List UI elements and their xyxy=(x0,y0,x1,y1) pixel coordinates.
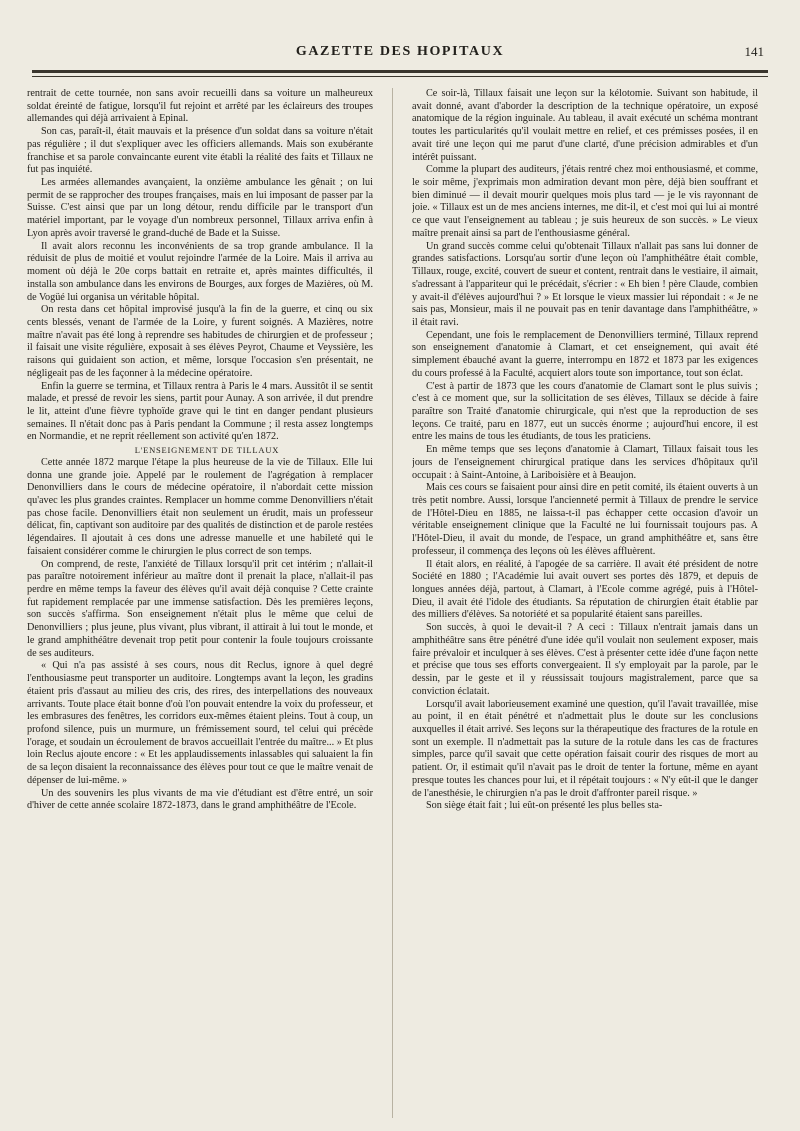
journal-title: GAZETTE DES HOPITAUX xyxy=(295,44,505,59)
paragraph: Il était alors, en réalité, à l'apogée de sa carrière. Il avait été président de notre Société en 1880 ; l'Académie lui avait ouvert ses portes dès 1879, et depuis de longues années déjà, partout, à Clamart, à l'Ecole comme agrégé, puis à l'Hôtel-Dieu, il avait été l'idole des étudiants. Sa réputation de chirurgien était établie par des milliers d'élèves. Sa notoriété et sa popularité étaient sans pareilles. xyxy=(412,558,758,621)
paragraph: Un grand succès comme celui qu'obtenait Tillaux n'allait pas sans lui donner de grandes satisfactions. Lorsqu'au sortir d'une leçon où l'amphithéâtre était comble, Tillaux, rouge, excité, couvert de sueur et content, rentrait dans le vestiaire, il aimait, s'adressant à l'appariteur qui le précédait, s'écrier : « Eh bien ! père Claude, combien y avait-il d'élèves aujourd'hui ? » Et lorsque le vieux massier lui répondait : « Je ne sais pas, Monsieur, mais il ne pouvait pas en tenir davantage dans l'amphithéâtre, » il était ravi. xyxy=(412,240,758,328)
paragraph: Un des souvenirs les plus vivants de ma vie d'étudiant est d'être entré, un soir d'hiver de cette année scolaire 1872-1873, dans le grand amphithéâtre de l'Ecole. xyxy=(27,787,373,812)
paragraph: Mais ces cours se faisaient pour ainsi dire en petit comité, ils étaient ouverts à un très petit nombre. Aussi, lorsque l'ancienneté permit à Tillaux de prendre le service de l'Hôtel-Dieu en 1885, ne laissa-t-il pas échapper cette occasion d'avoir un véritable enseignement clinique que la Faculté ne lui fournissait toujours pas. A l'Hôtel-Dieu, il avait du monde, de l'espace, un grand amphithéâtre et, sans être professeur, il commença des leçons où les élèves affluèrent. xyxy=(412,482,758,557)
paragraph: Cependant, une fois le remplacement de Denonvilliers terminé, Tillaux reprend son enseignement d'anatomie à Clamart, et cet enseignement, qui avait été simplement ébauché avant la guerre, interrompu en 1872 et 1873 par les exigences du cours professé à la Faculté, acquiert alors toute son importance, tout son éclat. xyxy=(412,329,758,379)
paragraph: rentrait de cette tournée, non sans avoir recueilli dans sa voiture un malheureux soldat éreinté de fatigue, lorsqu'il fut rejoint et arrêté par les éclaireurs des troupes allemandes qui déjà arrivaient à Epinal. xyxy=(27,88,373,125)
paragraph: En même temps que ses leçons d'anatomie à Clamart, Tillaux faisait tous les jours de l'enseignement chirurgical pratique dans les services d'hôpitaux qu'il occupait : à Saint-Antoine, à Lariboisière et à Beaujon. xyxy=(412,444,758,481)
paragraph: Son siège était fait ; lui eût-on présenté les plus belles sta- xyxy=(426,800,663,812)
page-number: 141 xyxy=(744,44,764,59)
paragraph: Ce soir-là, Tillaux faisait une leçon sur la kélotomie. Suivant son habitude, il avait donné, avant d'aborder la description de la technique opératoire, un exposé anatomique de la région inguinale. Au tableau, il avait exécuté un schéma montrant toutes les particularités qu'il voulait mettre en relief, et ces prémisses posées, il en avait tiré une leçon qui me parut d'une clarté, d'une précision admirables et d'un intérêt puissant. xyxy=(412,88,758,163)
paragraph: On resta dans cet hôpital improvisé jusqu'à la fin de la guerre, et cinq ou six cents blessés, venant de l'armée de la Loire, y furent soignés. A Mazières, notre maître n'avait pas été long à reprendre ses habitudes de chirurgien et de professeur ; il faisait une visite régulière, exposait à ses élèves Peyrot, Chaume et Veyssière, les raisons qui guidaient son action, et même, lorsque l'occasion s'en présentait, ne négligeait pas de les façonner à la médecine opératoire. xyxy=(27,304,373,379)
paragraph: C'est à partir de 1873 que les cours d'anatomie de Clamart sont le plus suivis ; c'est à ce moment que, sur la sollicitation de ses élèves, Tillaux se décide à faire paraître son Traité d'anatomie chirurgicale, qui n'est que la reproduction de ses leçons. Ce traité, paru en 1877, eut un succès énorme ; aujourd'hui encore, il est entre les mains de tous les étudiants, de tous les praticiens. xyxy=(412,380,758,443)
header-rule-thick xyxy=(32,70,768,73)
paragraph: Comme la plupart des auditeurs, j'étais rentré chez moi enthousiasmé, et comme, le soir même, j'exprimais mon admiration devant mon père, déjà bien souffrant et bien diminué — il devait mourir quelques mois plus tard — je le vis rayonnant de joie. « Tillaux est un de mes anciens internes, me dit-il, et c'est moi qui lui ai montré ce que vaut l'enseignement au tableau ; je suis heureux de son succès. » Le vieux maître prenait ainsi sa part de l'enthousiasme général. xyxy=(412,164,758,239)
paragraph: Son succès, à quoi le devait-il ? A ceci : Tillaux n'entrait jamais dans un amphithéâtre sans être pénétré d'une idée qu'il voulait non seulement exposer, mais faire prévaloir et inculquer à ses élèves. C'est à présenter cette idée d'une façon nette et précise que tous ses efforts convergeaient. Il s'y employait par la parole, par le dessin, par le geste et il y réussissait toujours magistralement, parce que sa conviction éclatait. xyxy=(412,622,758,697)
page-header xyxy=(0,44,800,68)
paragraph: Enfin la guerre se termina, et Tillaux rentra à Paris le 4 mars. Aussitôt il se sentit malade, et pressé de revoir les siens, partit pour Aunay. A son arrivée, il dut prendre le lit, atteint d'une fièvre typhoïde grave qui le tint en danger pendant plusieurs semaines. Il n'était donc pas à Paris pendant la Commune ; il resta assez longtemps en Normandie, et ne reprit réellement son activité qu'en 1872. xyxy=(27,380,373,443)
paragraph: Cette année 1872 marque l'étape la plus heureuse de la vie de Tillaux. Elle lui donna une grande joie. Appelé par le roulement de l'agrégation à remplacer Denonvilliers dans le cours de médecine opératoire, il n'abordait cette mission qu'avec les plus grandes craintes. Remplacer un homme comme Denonvilliers n'était pas chose facile. Denonvilliers était non seulement un érudit, mais un professeur délicat, fin, captivant son auditoire par des qualités de distinction et de parole restées légendaires. Il ajoutait à ces dons une adresse manuelle et une habileté qui le faisaient considérer comme le chirurgien le plus correct de son temps. xyxy=(27,456,373,557)
paragraph: Les armées allemandes avançaient, la onzième ambulance les gênait ; on lui permit de se rapprocher des troupes françaises, mais en lui imposant de passer par la Suisse. C'est ainsi que par un long détour, rendu difficile par le transport d'un matériel important, par le voyage d'un nombreux personnel, Tillaux arriva enfin à Lyon après avoir traversé le grand-duché de Bade et la Suisse. xyxy=(27,177,373,239)
paragraph: Il avait alors reconnu les inconvénients de sa trop grande ambulance. Il la réduisit de plus de moitié et voulut rejoindre l'armée de la Loire. Mais il arriva au moment où déjà le 20e corps battait en retraite et, après maintes difficultés, il installa son ambulance dans les environs de Bourges, aux forges de Mazières, où M. de Vogüé lui organisa un véritable hôpital. xyxy=(27,240,373,303)
column-divider xyxy=(392,88,393,1118)
left-column xyxy=(27,88,373,1118)
paragraph: « Qui n'a pas assisté à ses cours, nous dit Reclus, ignore à quel degré l'enthousiasme peut transporter un auditoire. Longtemps avant la leçon, les gradins étaient pris d'assaut au milieu des cris, des rires, des interpellations des nouveaux arrivants. Toute place était bonne d'où l'on pouvait entendre la voix du professeur, et les embrasures des fenêtres, les corridors eux-mêmes étaient pleins. Tout à coup, un profond silence, puis un murmure, un frémissement sourd, tel celui qui précède l'orage, et soudain un écroulement de bravos accueillait l'entrée du maître... » Et plus loin Reclus ajoute encore : « Et les applaudissements inlassables qui saluaient la fin de sa leçon disaient la reconnaissance des élèves pour tout ce que le maître venait de dépenser de lui-même. » xyxy=(27,660,373,786)
right-column xyxy=(412,88,758,1118)
paragraph: Lorsqu'il avait laborieusement examiné une question, qu'il l'avait travaillée, mise au point, il en était pénétré et n'admettait plus le doute sur les conclusions auxquelles il était arrivé. Ses leçons sur la thérapeutique des fractures de la rotule en sont un exemple. Il n'admettait pas la suture de la rotule dans les cas de fractures simples, parce qu'il savait que cette opération faisait courir des risques de mort au patient. Or, il estimait qu'il n'avait pas le droit de tenter la fortune, même en ayant presque toutes les chances pour lui, et il répétait toujours : « N'y eût-il que le danger de l'anesthésie, le chirurgien n'a pas le droit d'affronter pareil risque. » xyxy=(412,698,758,799)
paragraph: Son cas, paraît-il, était mauvais et la présence d'un soldat dans sa voiture n'était pas régulière ; il dut s'expliquer avec les officiers allemands. Mais son exubérante franchise et sa parole convaincante eurent vite établi la réalité des faits et Tillaux ne fut pas inquiété. xyxy=(27,126,373,176)
section-heading: L'ENSEIGNEMENT DE TILLAUX xyxy=(134,445,280,456)
paragraph: On comprend, de reste, l'anxiété de Tillaux lorsqu'il prit cet intérim ; n'allait-il pas paraître notoirement inférieur au maître dont il prenait la place, n'allait-il pas perdre en même temps la faveur des élèves qu'il avait déjà conquise ? Cette crainte fut rapidement remplacée par une immense satisfaction. Dès les premières leçons, son succès s'affirma. Son enseignement n'était plus le même que celui de Denonvilliers ; plus jeune, plus vivant, plus vibrant, il attirait à lui tout le monde, et le grand amphithéâtre devenait trop petit pour contenir la foule toujours croissante de ses auditeurs. xyxy=(27,558,373,659)
header-rule-thin xyxy=(32,76,768,77)
